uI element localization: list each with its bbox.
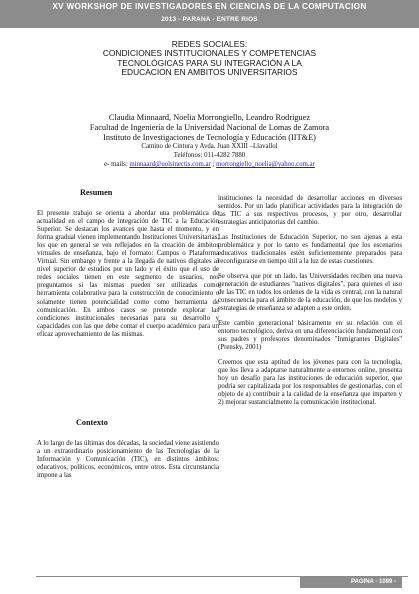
workshop-subline: 2013 - PARANA - ENTRE RIOS bbox=[161, 16, 258, 23]
contexto-text: A lo largo de las últimas dos décadas, la sociedad viene asistiendo a un extraordinario posicionamiento de las Tecnologías de la Información y Comunicación (TIC), en distintos ámbitos: educativos, políticos, económicos, entre otros. Esta circunstancia impone a las bbox=[37, 440, 219, 480]
emails bbox=[10, 160, 409, 169]
email-link-minnaard[interactable]: minnaard@uolsinectis.com.ar bbox=[129, 161, 211, 169]
address: Camino de Cintura y Avda. Juan XXIII –Llavallol bbox=[141, 143, 278, 151]
author-names: Claudia Minnaard, Noelia Morrongiello, Leandro Rodriguez bbox=[108, 113, 311, 122]
workshop-title: XV WORKSHOP DE INVESTIGADORES EN CIENCIAS DE LA COMPUTACION bbox=[52, 2, 367, 11]
page-number: PAGINA - 1099 - bbox=[300, 577, 402, 588]
paragraph: Las Instituciones de Educación Superior, no son ajenas a esta problemática y por lo tanto es fundamental que los escenarios educativos tradicionales estén suficientemente preparados para reconfigurarse en tiempo útil a la luz de estas cuestiones. bbox=[218, 233, 402, 266]
resumen-heading: Resumen bbox=[80, 188, 113, 197]
paragraph: instituciones la necesidad de desarrollar acciones en diversos sentidos. Por un lado planificar actividades para la integración de las TIC a sus respectivos procesos, y por otro, desarrollar estrategias anticipatorias del cambio. bbox=[218, 194, 402, 226]
phone: Teléfonos: 011-4282 7880 bbox=[173, 152, 246, 160]
title-line: EDUCACION EN AMBITOS UNIVERSITARIOS bbox=[121, 67, 298, 78]
paragraph: Este cambio generacional básicamente en su relación con el entorno tecnológico, deriva en una diferenciación fundamental con sus padres y profesores denominados "Inmigrantes Digitales" (Prensky, 2001) bbox=[218, 319, 402, 352]
title-line: CONDICIONES INSTITUCIONALES Y COMPETENCIAS bbox=[102, 48, 317, 59]
email-separator: ; bbox=[210, 161, 217, 169]
resumen-text: El presente trabajo se orienta a abordar una problemática de actualidad en el campo de integración de TIC a la Educación Superior. Se destacan los avances que hasta el momento, y en forma gradual vienen implementando Instituciones Universitarias, los que en general se ven reflejados en la creación de ámbitos virtuales de enseñanza, bajo el formato: Campus o Plataforma Virtual. Sin embargo y frente a la llegada de nativos digitales al nivel superior de estudios por un lado y el éxito que el uso de redes sociales tienen en este segmento de usuarios, nos preguntamos si las mismas pueden ser utilizadas como herramienta colaborativa para la construcción de conocimiento o solamente tienen potencialidad como como herramienta de comunicación. En ambos casos se pretende explorar las condiciones institucionales necesarias para su desarrollo y capacidades con las que debe contar el cuerpo académico para un eficaz aprovechamiento de las mismas. bbox=[37, 210, 219, 338]
affiliation-faculty: Facultad de Ingeniería de la Universidad Nacional de Lomas de Zamora bbox=[89, 122, 330, 132]
email-link-morrongiello[interactable]: morrongiello_noelia@yahoo.com.ar bbox=[216, 161, 315, 169]
title-line: TECNOLÓGICAS PARA SU INTEGRACIÓN A LA bbox=[117, 57, 302, 68]
title-line: REDES SOCIALES: bbox=[171, 39, 248, 49]
paragraph: Creemos que esta aptitud de los jóvenes para con la tecnología, que los lleva a adaptarse naturalmente a entornos online, presenta hoy un desafío para las instituciones de educación superior, que podría ser capitalizada por los responsables de gestionarlas, con el objeto de a) contribuir a la calidad de la enseñanza que imparten y 2) mejorar sustancialmente la comunicación institucional. bbox=[218, 359, 402, 407]
affiliation-institute: Instituto de Investigaciones de Tecnología y Educación (IIT&E) bbox=[103, 132, 316, 142]
author-block bbox=[10, 113, 409, 169]
paragraph: Se observa que por un lado, las Universidades reciben una nueva generación de estudiantes "nativos digitales", para quienes el uso de las TIC en todos los ordenes de la vida es central, con la natural consecuencia para el ámbito de la educación, de que los modelos y estrategias de enseñanza se adapten a este orden. bbox=[218, 272, 402, 313]
right-column bbox=[218, 188, 402, 414]
paper-title bbox=[20, 40, 399, 78]
emails-label: e- mails: bbox=[104, 161, 128, 169]
contexto-heading: Contexto bbox=[76, 418, 108, 427]
workshop-banner bbox=[0, 0, 419, 28]
